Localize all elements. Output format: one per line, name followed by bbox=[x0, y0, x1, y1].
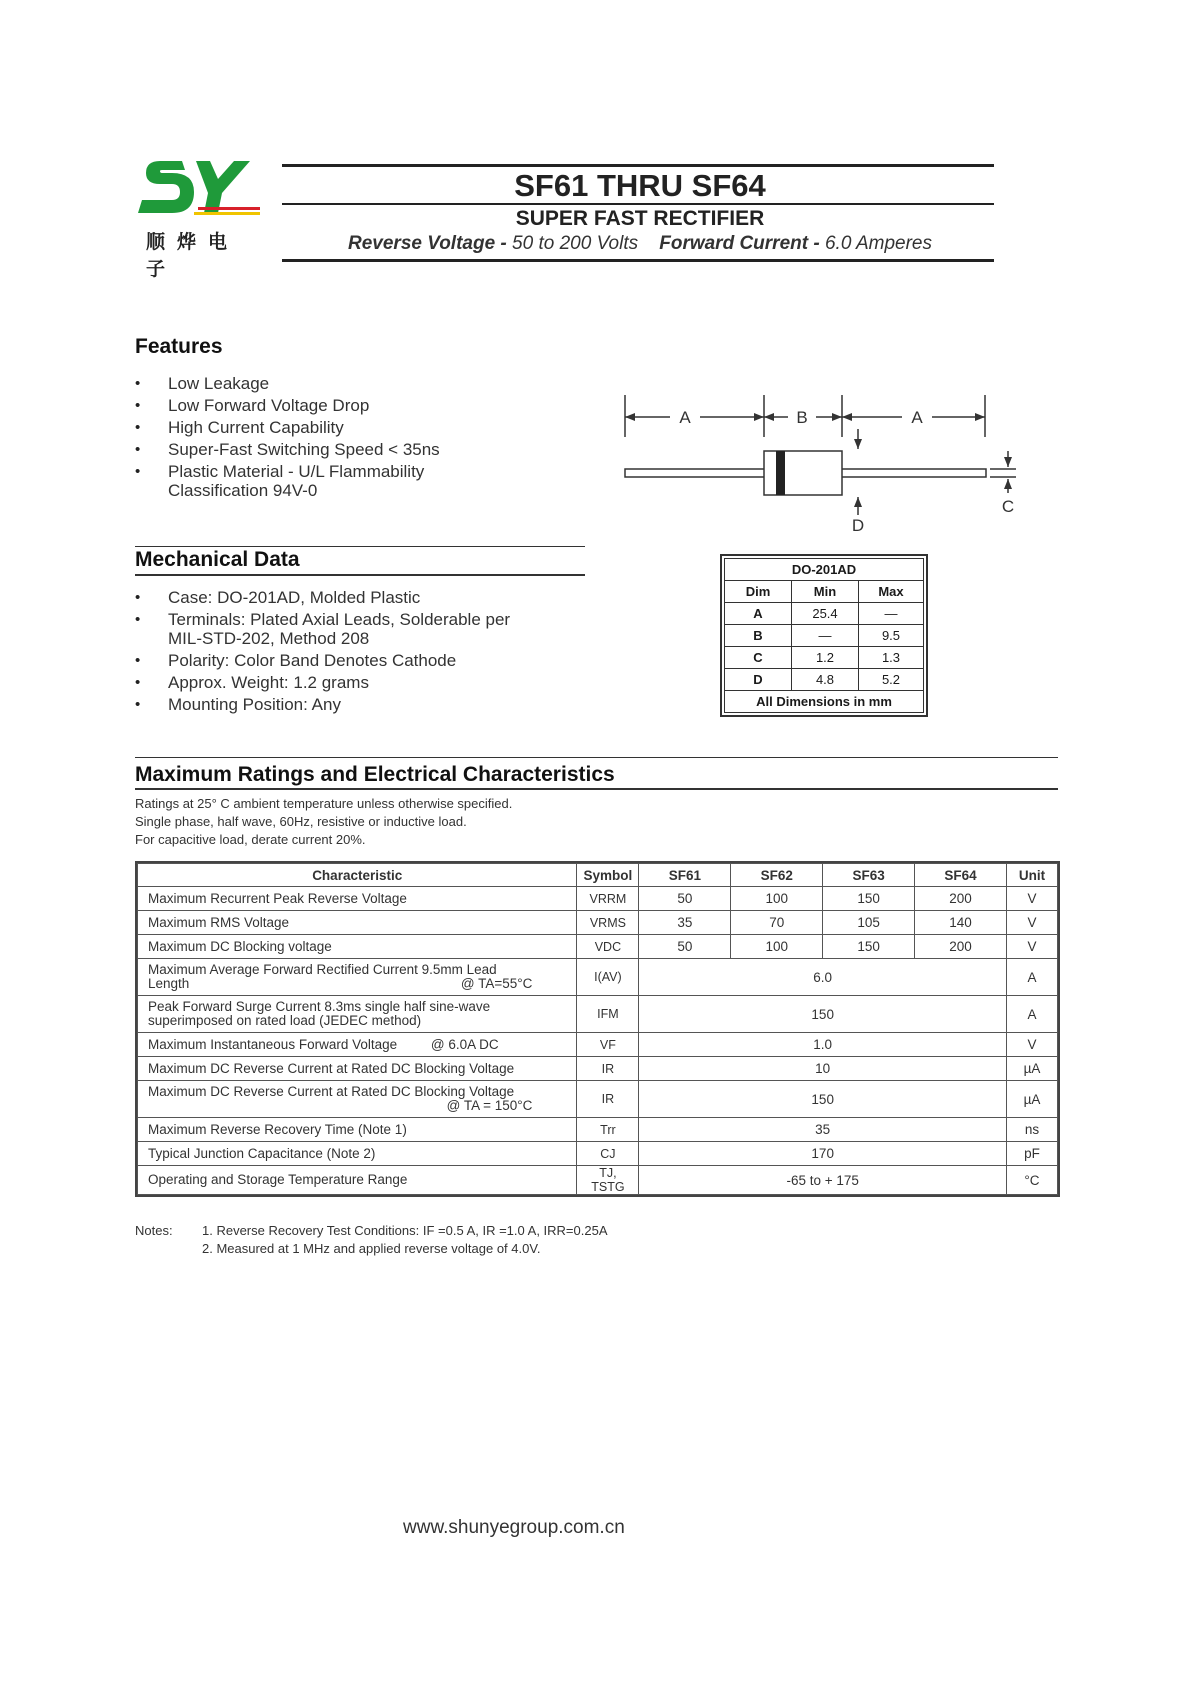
footer-url: www.shunyegroup.com.cn bbox=[403, 1517, 625, 1538]
characteristic-text: Length bbox=[148, 976, 190, 991]
unit-cell: A bbox=[1006, 996, 1057, 1033]
mechanical-item: • Polarity: Color Band Denotes Cathode bbox=[135, 651, 595, 670]
feature-item: • Low Leakage bbox=[135, 374, 595, 393]
dim-cell: 9.5 bbox=[859, 625, 924, 647]
characteristic-line: Peak Forward Surge Current 8.3ms single half sine-wave bbox=[148, 999, 491, 1014]
characteristic-cell bbox=[138, 996, 577, 1033]
reverse-voltage-value: 50 to 200 Volts bbox=[512, 233, 639, 254]
symbol-cell: VDC bbox=[577, 935, 639, 959]
mechanical-rule bbox=[135, 574, 585, 576]
value-cell: -65 to + 175 bbox=[639, 1166, 1007, 1195]
mechanical-heading: Mechanical Data bbox=[135, 548, 300, 571]
characteristic-cell bbox=[138, 1081, 577, 1118]
mechanical-rule-top bbox=[135, 546, 585, 547]
mechanical-item: • Case: DO-201AD, Molded Plastic bbox=[135, 588, 595, 607]
column-header: SF62 bbox=[731, 864, 823, 887]
value-cell: 100 bbox=[731, 887, 823, 911]
value-cell: 150 bbox=[639, 996, 1007, 1033]
mechanical-list bbox=[135, 588, 595, 717]
characteristic-text: Maximum Instantaneous Forward Voltage bbox=[148, 1036, 398, 1052]
value-cell: 35 bbox=[639, 1118, 1007, 1142]
table-row bbox=[138, 935, 1058, 959]
characteristic-line: superimposed on rated load (JEDEC method) bbox=[148, 1013, 422, 1028]
value-cell: 50 bbox=[639, 887, 731, 911]
column-header: SF64 bbox=[915, 864, 1007, 887]
symbol-cell: IR bbox=[577, 1081, 639, 1118]
dim-label-c: C bbox=[1001, 497, 1015, 516]
forward-current-label: Forward Current - bbox=[659, 233, 825, 254]
dimension-table-footer: All Dimensions in mm bbox=[725, 691, 924, 713]
dim-header: Dim bbox=[725, 581, 792, 603]
value-cell: 70 bbox=[731, 911, 823, 935]
note-item: 1. Reverse Recovery Test Conditions: IF =0.5 A, IR =1.0 A, IRR=0.25A bbox=[202, 1223, 608, 1238]
characteristic-cell: Maximum Recurrent Peak Reverse Voltage bbox=[138, 887, 577, 911]
condition-text: @ TA = 150°C bbox=[446, 1098, 533, 1113]
mechanical-item: • Approx. Weight: 1.2 grams bbox=[135, 673, 595, 692]
symbol-cell: VF bbox=[577, 1033, 639, 1057]
value-cell: 1.0 bbox=[639, 1033, 1007, 1057]
feature-item-continued: Classification 94V-0 bbox=[168, 481, 318, 500]
table-row bbox=[138, 1166, 1058, 1195]
ratings-note: Ratings at 25° C ambient temperature unless otherwise specified. bbox=[135, 796, 513, 811]
column-header: Unit bbox=[1006, 864, 1057, 887]
condition-text: @ 6.0A DC bbox=[430, 1036, 499, 1052]
dim-cell: 1.2 bbox=[792, 647, 859, 669]
value-cell: 100 bbox=[731, 935, 823, 959]
mechanical-item-continued: MIL-STD-202, Method 208 bbox=[168, 629, 370, 648]
value-cell: 10 bbox=[639, 1057, 1007, 1081]
logo-mark-icon bbox=[138, 155, 268, 225]
table-row bbox=[138, 887, 1058, 911]
characteristic-cell: Maximum DC Reverse Current at Rated DC Blocking Voltage bbox=[138, 1057, 577, 1081]
header-rule-top bbox=[282, 164, 994, 167]
ratings-notes bbox=[135, 795, 512, 849]
characteristic-line: Maximum Average Forward Rectified Current 9.5mm Lead bbox=[148, 962, 497, 977]
dim-cell: D bbox=[725, 669, 792, 691]
feature-item: • High Current Capability bbox=[135, 418, 595, 437]
table-row bbox=[138, 959, 1058, 996]
characteristic-cell: Maximum RMS Voltage bbox=[138, 911, 577, 935]
table-row bbox=[138, 1142, 1058, 1166]
condition-text: @ TA=55°C bbox=[460, 976, 533, 991]
unit-cell: A bbox=[1006, 959, 1057, 996]
table-row bbox=[138, 1057, 1058, 1081]
ratings-table-frame bbox=[135, 861, 1060, 1197]
dimension-table bbox=[724, 558, 924, 713]
table-row bbox=[138, 911, 1058, 935]
ratings-rule bbox=[135, 788, 1058, 790]
value-cell: 200 bbox=[915, 887, 1007, 911]
ratings-heading: Maximum Ratings and Electrical Characteristics bbox=[135, 763, 615, 786]
page-subtitle: SUPER FAST RECTIFIER bbox=[515, 207, 765, 230]
unit-cell: V bbox=[1006, 1033, 1057, 1057]
symbol-cell: IR bbox=[577, 1057, 639, 1081]
column-header: Symbol bbox=[577, 864, 639, 887]
column-header: Characteristic bbox=[138, 864, 577, 887]
symbol-cell: Trr bbox=[577, 1118, 639, 1142]
notes-list bbox=[202, 1222, 608, 1258]
unit-cell: V bbox=[1006, 935, 1057, 959]
value-cell: 50 bbox=[639, 935, 731, 959]
dim-cell: 4.8 bbox=[792, 669, 859, 691]
value-cell: 150 bbox=[823, 887, 915, 911]
characteristic-cell bbox=[138, 1033, 577, 1057]
dim-label-a-right: A bbox=[911, 408, 923, 427]
value-cell: 140 bbox=[915, 911, 1007, 935]
value-cell: 6.0 bbox=[639, 959, 1007, 996]
symbol-cell: TJ, TSTG bbox=[577, 1166, 639, 1195]
features-list bbox=[135, 374, 595, 503]
ratings-rule-top bbox=[135, 757, 1058, 758]
dimension-table-title: DO-201AD bbox=[725, 559, 924, 581]
value-cell: 170 bbox=[639, 1142, 1007, 1166]
symbol-cell: CJ bbox=[577, 1142, 639, 1166]
value-cell: 150 bbox=[639, 1081, 1007, 1118]
forward-current-value: 6.0 Amperes bbox=[824, 233, 932, 254]
value-cell: 200 bbox=[915, 935, 1007, 959]
value-cell: 150 bbox=[823, 935, 915, 959]
value-cell: 35 bbox=[639, 911, 731, 935]
mechanical-item: • Mounting Position: Any bbox=[135, 695, 595, 714]
symbol-cell: IFM bbox=[577, 996, 639, 1033]
dim-cell: C bbox=[725, 647, 792, 669]
reverse-voltage-label: Reverse Voltage - bbox=[348, 233, 513, 254]
column-header: SF61 bbox=[639, 864, 731, 887]
unit-cell: µA bbox=[1006, 1057, 1057, 1081]
characteristic-cell: Typical Junction Capacitance (Note 2) bbox=[138, 1142, 577, 1166]
dim-label-d: D bbox=[851, 516, 865, 535]
table-row bbox=[138, 996, 1058, 1033]
characteristic-cell: Operating and Storage Temperature Range bbox=[138, 1166, 577, 1195]
note-item: 2. Measured at 1 MHz and applied reverse voltage of 4.0V. bbox=[202, 1241, 541, 1256]
header-rule-mid bbox=[282, 203, 994, 205]
mechanical-item: • Terminals: Plated Axial Leads, Solderable per bbox=[135, 610, 595, 629]
table-row bbox=[138, 1118, 1058, 1142]
dim-cell: — bbox=[792, 625, 859, 647]
column-header: SF63 bbox=[823, 864, 915, 887]
header-rule-bottom bbox=[282, 259, 994, 262]
characteristic-line bbox=[148, 977, 572, 991]
characteristic-cell: Maximum Reverse Recovery Time (Note 1) bbox=[138, 1118, 577, 1142]
rating-summary bbox=[310, 233, 970, 255]
ratings-note: Single phase, half wave, 60Hz, resistive or inductive load. bbox=[135, 814, 467, 829]
characteristic-cell: Maximum DC Blocking voltage bbox=[138, 935, 577, 959]
dimension-table-frame bbox=[720, 554, 928, 717]
dim-header: Max bbox=[859, 581, 924, 603]
dim-cell: 25.4 bbox=[792, 603, 859, 625]
unit-cell: ns bbox=[1006, 1118, 1057, 1142]
package-outline-diagram bbox=[610, 385, 1030, 535]
page-title: SF61 THRU SF64 bbox=[514, 168, 766, 203]
unit-cell: V bbox=[1006, 911, 1057, 935]
dim-header: Min bbox=[792, 581, 859, 603]
dim-cell: A bbox=[725, 603, 792, 625]
unit-cell: µA bbox=[1006, 1081, 1057, 1118]
unit-cell: V bbox=[1006, 887, 1057, 911]
value-cell: 105 bbox=[823, 911, 915, 935]
dim-cell: B bbox=[725, 625, 792, 647]
feature-item: • Plastic Material - U/L Flammability bbox=[135, 462, 595, 481]
feature-item: • Super-Fast Switching Speed < 35ns bbox=[135, 440, 595, 459]
dim-label-b: B bbox=[796, 408, 808, 427]
table-row bbox=[138, 1033, 1058, 1057]
dim-cell: 1.3 bbox=[859, 647, 924, 669]
dim-label-a-left: A bbox=[679, 408, 691, 427]
unit-cell: °C bbox=[1006, 1166, 1057, 1195]
characteristic-line: Maximum DC Reverse Current at Rated DC Blocking Voltage bbox=[148, 1084, 515, 1099]
features-heading: Features bbox=[135, 335, 223, 358]
company-logo bbox=[138, 155, 268, 280]
characteristic-cell bbox=[138, 959, 577, 996]
unit-cell: pF bbox=[1006, 1142, 1057, 1166]
symbol-cell: I(AV) bbox=[577, 959, 639, 996]
symbol-cell: VRRM bbox=[577, 887, 639, 911]
ratings-table bbox=[137, 863, 1058, 1195]
dim-cell: 5.2 bbox=[859, 669, 924, 691]
notes-label: Notes: bbox=[135, 1223, 173, 1238]
logo-chinese-name: 顺烨电子 bbox=[146, 231, 240, 280]
symbol-cell: VRMS bbox=[577, 911, 639, 935]
ratings-note: For capacitive load, derate current 20%. bbox=[135, 832, 366, 847]
dim-cell: — bbox=[859, 603, 924, 625]
table-row bbox=[138, 1081, 1058, 1118]
feature-item: • Low Forward Voltage Drop bbox=[135, 396, 595, 415]
